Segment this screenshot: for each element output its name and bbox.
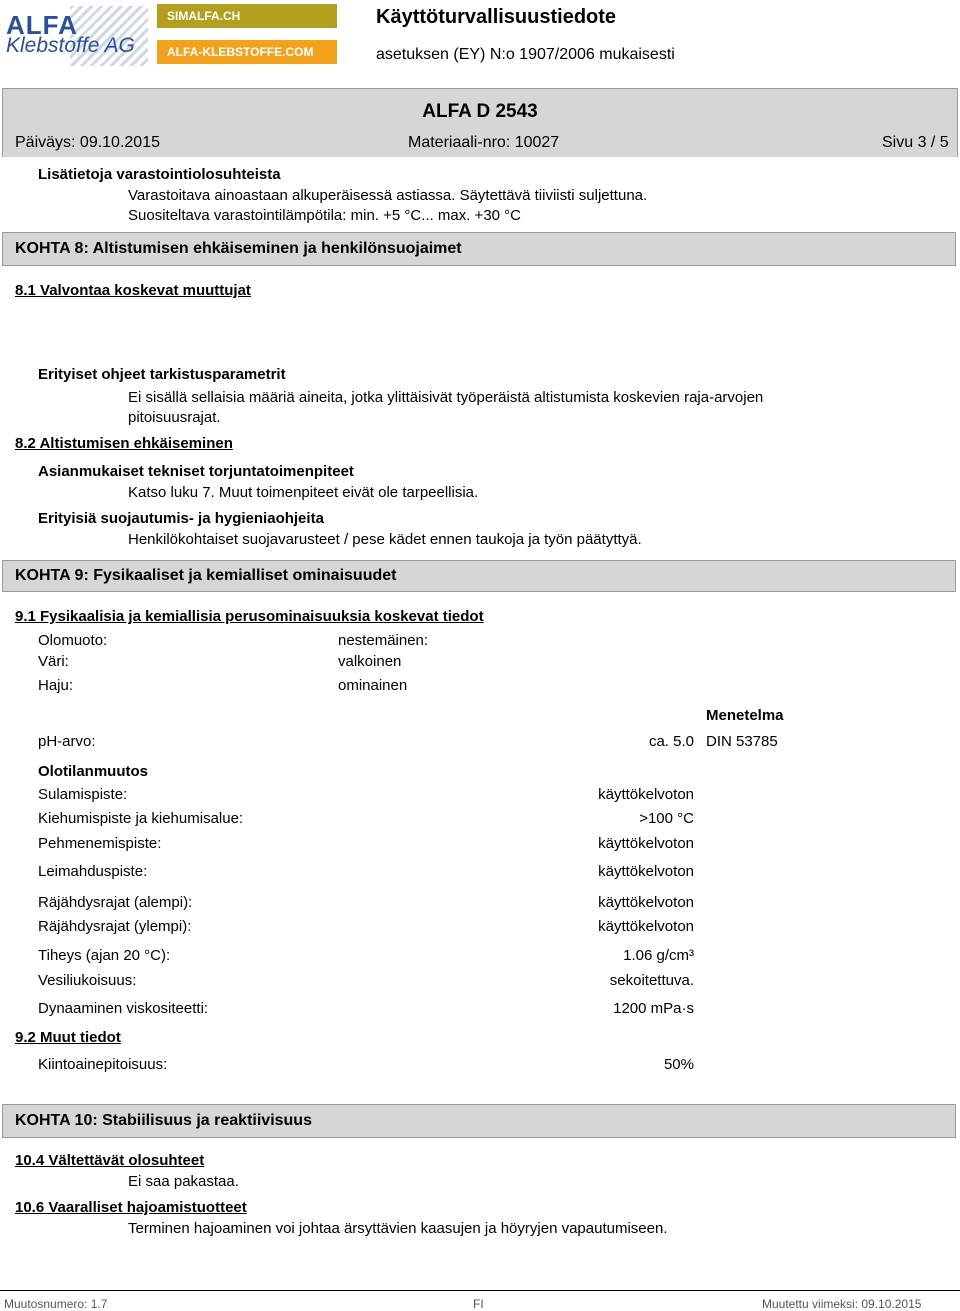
technical-controls-heading: Asianmukaiset tekniset torjuntatoimenpiteet bbox=[38, 463, 354, 480]
water-solubility-label: Vesiliukoisuus: bbox=[38, 972, 137, 989]
explosion-limit-upper-value: käyttökelvoton bbox=[598, 918, 694, 935]
footer-divider bbox=[0, 1290, 960, 1291]
decomposition-products-text: Terminen hajoaminen voi johtaa ärsyttävien kaasujen ja höyryjen vapautumiseen. bbox=[128, 1220, 668, 1237]
section-9-1-heading: 9.1 Fysikaalisia ja kemiallisia perusominaisuuksia koskevat tiedot bbox=[15, 608, 484, 625]
storage-line-2: Suositeltava varastointilämpötila: min. +5 °C... max. +30 °C bbox=[128, 207, 522, 224]
section-10-6-heading: 10.6 Vaaralliset hajoamistuotteet bbox=[15, 1199, 247, 1216]
section-8-1-heading: 8.1 Valvontaa koskevat muuttujat bbox=[15, 282, 251, 299]
section-8-title: KOHTA 8: Altistumisen ehkäiseminen ja henkilönsuojaimet bbox=[2, 232, 956, 266]
product-name: ALFA D 2543 bbox=[422, 101, 538, 122]
storage-line-1: Varastoitava ainoastaan alkuperäisessä astiassa. Säytettävä tiiviisti suljettuna. bbox=[128, 187, 648, 204]
color-label: Väri: bbox=[38, 653, 69, 670]
website-tag-alfa-klebstoffe: ALFA-KLEBSTOFFE.COM bbox=[157, 40, 337, 64]
website-tag-simalfa: SIMALFA.CH bbox=[157, 4, 337, 28]
technical-controls-text: Katso luku 7. Muut toimenpiteet eivät ole tarpeellisia. bbox=[128, 484, 479, 501]
storage-heading: Lisätietoja varastointiolosuhteista bbox=[38, 166, 281, 183]
density-value: 1.06 g/cm³ bbox=[623, 947, 694, 964]
company-logo bbox=[4, 4, 148, 66]
section-8-2-heading: 8.2 Altistumisen ehkäiseminen bbox=[15, 435, 233, 452]
explosion-limit-upper-label: Räjähdysrajat (ylempi): bbox=[38, 918, 192, 935]
document-title: Käyttöturvallisuustiedote bbox=[376, 6, 617, 28]
control-params-line-1: Ei sisällä sellaisia määriä aineita, jotka ylittäisivät työperäistä altistumista koskevien raja-arvojen bbox=[128, 389, 764, 406]
logo-text-klebstoffe: Klebstoffe AG bbox=[6, 34, 135, 57]
solids-content-label: Kiintoainepitoisuus: bbox=[38, 1056, 168, 1073]
ph-label: pH-arvo: bbox=[38, 733, 96, 750]
section-9-title: KOHTA 9: Fysikaaliset ja kemialliset ominaisuudet bbox=[2, 560, 956, 592]
hygiene-heading: Erityisiä suojautumis- ja hygieniaohjeita bbox=[38, 510, 324, 527]
language-code: FI bbox=[473, 1297, 484, 1311]
revision-number: Muutosnumero: 1.7 bbox=[4, 1297, 108, 1311]
melting-point-value: käyttökelvoton bbox=[598, 786, 694, 803]
flash-point-value: käyttökelvoton bbox=[598, 863, 694, 880]
ph-value: ca. 5.0 bbox=[648, 733, 694, 750]
water-solubility-value: sekoitettuva. bbox=[609, 972, 694, 989]
color-value: valkoinen bbox=[338, 653, 402, 670]
boiling-point-label: Kiehumispiste ja kiehumisalue: bbox=[38, 810, 244, 827]
boiling-point-value: >100 °C bbox=[639, 810, 694, 827]
explosion-limit-lower-label: Räjähdysrajat (alempi): bbox=[38, 894, 193, 911]
viscosity-label: Dynaaminen viskositeetti: bbox=[38, 1000, 209, 1017]
viscosity-value: 1200 mPa·s bbox=[613, 1000, 694, 1017]
section-10-title: KOHTA 10: Stabiilisuus ja reaktiivisuus bbox=[2, 1104, 956, 1138]
section-10-4-heading: 10.4 Vältettävät olosuhteet bbox=[15, 1152, 205, 1169]
softening-point-label: Pehmenemispiste: bbox=[38, 835, 162, 852]
section-9-2-heading: 9.2 Muut tiedot bbox=[15, 1029, 121, 1046]
explosion-limit-lower-value: käyttökelvoton bbox=[598, 894, 694, 911]
odor-value: ominainen bbox=[338, 677, 408, 694]
page-number: Sivu 3 / 5 bbox=[882, 134, 949, 151]
last-modified: Muutettu viimeksi: 09.10.2015 bbox=[762, 1297, 922, 1311]
conditions-to-avoid-text: Ei saa pakastaa. bbox=[128, 1173, 239, 1190]
control-params-heading: Erityiset ohjeet tarkistusparametrit bbox=[38, 366, 286, 383]
odor-label: Haju: bbox=[38, 677, 74, 694]
issue-date: Päiväys: 09.10.2015 bbox=[15, 134, 160, 151]
method-column-heading: Menetelma bbox=[706, 707, 784, 724]
form-value: nestemäinen: bbox=[338, 632, 429, 649]
document-subtitle: asetuksen (EY) N:o 1907/2006 mukaisesti bbox=[376, 46, 675, 63]
control-params-line-2: pitoisuusrajat. bbox=[128, 409, 221, 426]
hygiene-text: Henkilökohtaiset suojavarusteet / pese kädet ennen taukoja ja työn päätyttyä. bbox=[128, 531, 642, 548]
ph-method: DIN 53785 bbox=[706, 733, 778, 750]
flash-point-label: Leimahduspiste: bbox=[38, 863, 148, 880]
solids-content-value: 50% bbox=[663, 1056, 694, 1073]
softening-point-value: käyttökelvoton bbox=[598, 835, 694, 852]
state-change-heading: Olotilanmuutos bbox=[38, 763, 148, 780]
density-label: Tiheys (ajan 20 °C): bbox=[38, 947, 171, 964]
material-number: Materiaali-nro: 10027 bbox=[408, 134, 560, 151]
logo-text-alfa: ALFA bbox=[6, 10, 78, 40]
form-label: Olomuoto: bbox=[38, 632, 108, 649]
melting-point-label: Sulamispiste: bbox=[38, 786, 128, 803]
